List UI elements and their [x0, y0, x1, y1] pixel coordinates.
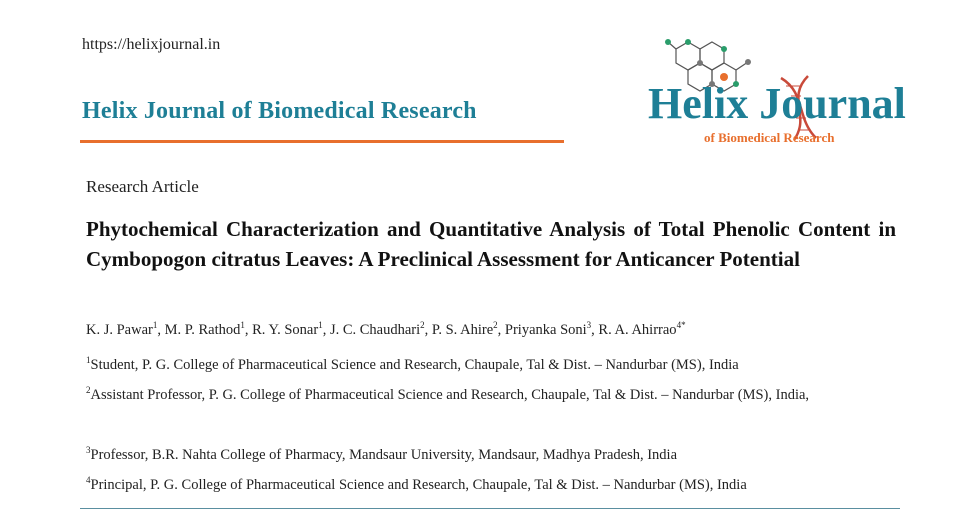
- journal-logo: [636, 38, 926, 148]
- author: J. C. Chaudhari: [329, 322, 421, 338]
- author: R. Y. Sonar: [252, 322, 319, 338]
- article-type: Research Article: [86, 177, 199, 196]
- svg-text:Helix Journal: Helix Journal: [648, 79, 906, 128]
- author-list: K. J. Pawar$^1$, M. P. Rathod$^1$, R. Y. Sonar$^1$, J. C. Chaudhari$^2$, P. S. Ahire$^2$, Priyanka Soni$^3$, R. A. Ahirrao$^{4*}$: [86, 320, 686, 338]
- affiliation-3: $^3$Professor, B.R. Nahta College of Pharmacy, Mandsaur University, Mandsaur, Madhya Pradesh, India: [86, 445, 677, 463]
- section-divider: [80, 508, 900, 509]
- author: K. J. Pawar: [86, 322, 153, 338]
- author: R. A. Ahirrao: [598, 322, 677, 338]
- paper-title: Phytochemical Characterization and Quantitative Analysis of Total Phenolic Content in Cymbopogon citratus Leaves: A Preclinical Assessment for Anticancer Potential: [86, 217, 896, 271]
- author: Priyanka Soni: [504, 322, 587, 338]
- title-underline: [80, 140, 564, 143]
- author: P. S. Ahire: [431, 322, 494, 338]
- svg-text:of Biomedical Research: of Biomedical Research: [704, 130, 835, 145]
- journal-title: Helix Journal of Biomedical Research: [82, 98, 477, 124]
- affiliation-2: $^2$Assistant Professor, P. G. College of Pharmaceutical Science and Research, Chaupale, Tal & Dist. – Nandurbar (MS), India,: [86, 385, 810, 403]
- helix-logo-icon: [636, 38, 926, 148]
- journal-url[interactable]: https://helixjournal.in: [82, 36, 221, 53]
- author: M. P. Rathod: [164, 322, 241, 338]
- affiliation-4: $^4$Principal, P. G. College of Pharmaceutical Science and Research, Chaupale, Tal & Dist. – Nandurbar (MS), India: [86, 475, 747, 493]
- affiliation-1: $^1$Student, P. G. College of Pharmaceutical Science and Research, Chaupale, Tal & Dist. – Nandurbar (MS), India: [86, 355, 739, 373]
